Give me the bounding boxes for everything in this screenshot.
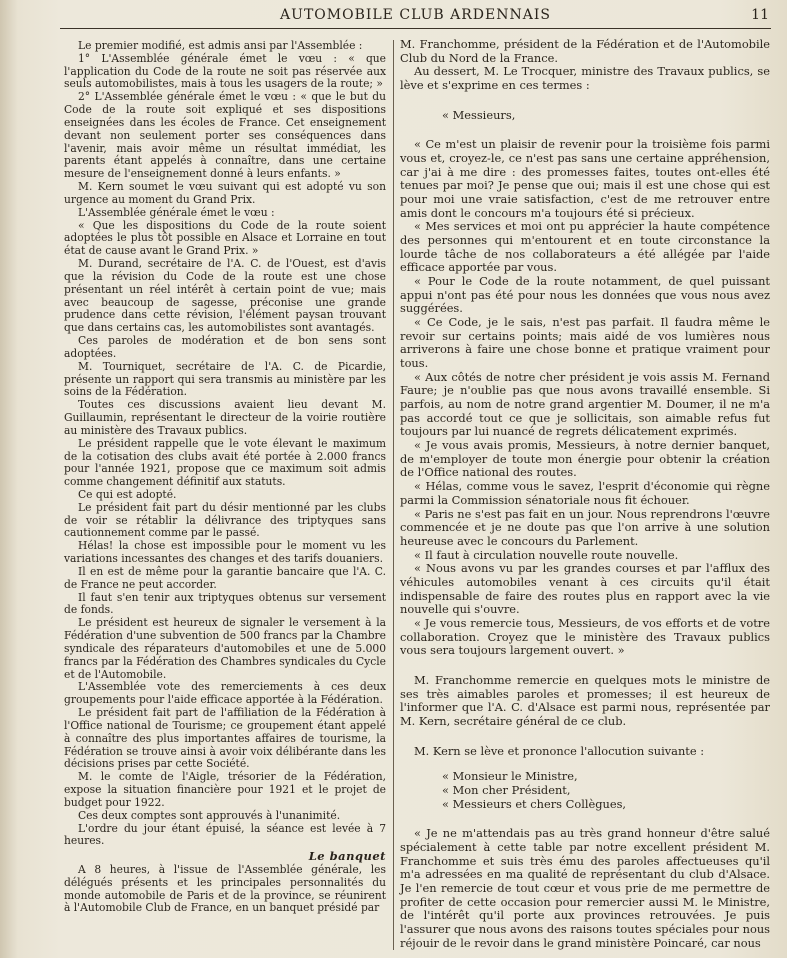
paragraph: Le président rappelle que le vote élevant le maximum de la cotisation des clubs avait été portée à 2.000 francs pour l'année 1921, propose que ce maximum soit admis comme changement définitif aux statuts. [64, 436, 386, 489]
right-column [400, 38, 770, 950]
salutation: « Mon cher Président, [442, 782, 571, 797]
salutation: « Messieurs et chers Collègues, [442, 796, 627, 811]
speech-paragraph: « Je vous avais promis, Messieurs, à notre dernier banquet, de m'employer de toute mon énergie pour obtenir la création de l'Office national des routes. [400, 438, 770, 480]
paragraph: Il en est de même pour la garantie bancaire que l'A. C. de France ne peut accorder. [64, 564, 386, 591]
left-column [64, 40, 386, 915]
paragraph: L'ordre du jour étant épuisé, la séance est levée à 7 heures. [64, 821, 386, 848]
paragraph: M. Kern soumet le vœu suivant qui est adopté vu son urgence au moment du Grand Prix. [64, 180, 386, 206]
paragraph: Toutes ces discussions avaient lieu devant M. Guillaumin, représentant le directeur de la voirie routière au ministère des Travaux publics. [64, 398, 386, 437]
paragraph: M. Franchomme remercie en quelques mots le ministre de ses très aimables paroles et promesses; il est heureux de l'informer que l'A. C. d'Alsace est parmi nous, représentée par M. Kern, secrétaire général de ce club. [400, 672, 770, 728]
speech-paragraph: « Mes services et moi ont pu apprécier la haute compétence des personnes qui m'entourent et en toute circonstance la lourde tâche de nos collaborateurs a été allégée par l'aide efficace apportée par vous. [400, 219, 770, 275]
paragraph: Au dessert, M. Le Trocquer, ministre des Travaux publics, se lève et s'exprime en ces termes : [400, 64, 770, 93]
paragraph: Le président est heureux de signaler le versement à la Fédération d'une subvention de 500 francs par la Chambre syndicale des réparateurs d'automobiles et une de 5.000 francs par la Fédération des Chambres syndicales du Cycle et de l'Automobile. [64, 616, 386, 681]
paragraph: L'Assemblée vote des remerciements à ces deux groupements pour l'aide efficace apportée à la Fédération. [64, 680, 386, 707]
paragraph: Le premier modifié, est admis ansi par l'Assemblée : [78, 39, 363, 52]
speech-paragraph: « Je vous remercie tous, Messieurs, de vos efforts et de votre collaboration. Croyez que le ministère des Travaux publics vous sera toujours largement ouvert. » [400, 615, 770, 658]
section-heading: Le banquet [308, 849, 386, 864]
paragraph: M. Franchomme, président de la Fédération et de l'Automobile Club du Nord de la France. [400, 37, 770, 65]
speech-paragraph: « Paris ne s'est pas fait en un jour. Nous reprendrons l'œuvre commencée et je ne doute pas que l'on arrive à une solution heureuse avec le concours du Parlement. [400, 506, 770, 548]
paragraph: Il faut s'en tenir aux triptyques obtenus sur versement de fonds. [64, 590, 386, 617]
paragraph: « Que les dispositions du Code de la route soient adoptées le plus tôt possible en Alsace et Lorraine en tout état de cause avant le Grand Prix. » [64, 218, 386, 258]
paragraph: Ce qui est adopté. [78, 487, 177, 501]
paragraph: Ces paroles de modération et de bon sens sont adoptées. [64, 334, 386, 360]
paragraph: 1° L'Assemblée générale émet le vœu : « que l'application du Code de la route ne soit pas réservée aux seuls automobilistes, mais à tous les usagers de la route; » [64, 51, 386, 91]
speech-paragraph: « Il faut à circulation nouvelle route nouvelle. [414, 547, 679, 562]
speech-paragraph: « Ce m'est un plaisir de revenir pour la troisième fois parmi vous et, croyez-le, ce n'est pas sans une certaine appréhension, car j'ai à me dire : des promesses faites, toutes ont-elles été tenues par moi? Je pense que oui; mais il est une chose qui est pour moi une vraie satisfaction, c'est de me retrouver entre amis dont le concours m'a toujours été si précieux. [400, 137, 770, 220]
page-number: 11 [751, 7, 769, 23]
paragraph: Le président fait part du désir mentionné par les clubs de voir se rétablir la délivrance des triptyques sans cautionnement comme par le passé. [64, 500, 386, 540]
speech-paragraph: « Aux côtés de notre cher président je vois assis M. Fernand Faure; je n'oublie pas que nous avons travaillé ensemble. Si parfois, au nom de notre grand argentier M. Doumer, il ne m'a pas accordé tout ce que je sollicitais, son aimable refus fut toujours par lui nuancé de regrets délicatement exprimés. [400, 369, 770, 439]
speech-paragraph: « Ce Code, je le sais, n'est pas parfait. Il faudra même le revoir sur certains points; mais aidé de vos lumières nous arriverons à faire une chose bonne et pratique vraiment pour tous. [400, 315, 770, 371]
paragraph: M. le comte de l'Aigle, trésorier de la Fédération, expose la situation financière pour 1921 et le projet de budget pour 1922. [64, 770, 386, 809]
column-divider [393, 40, 394, 950]
paragraph: L'Assemblée générale émet le vœu : [78, 205, 275, 219]
paragraph: Ces deux comptes sont approuvés à l'unanimité. [78, 808, 341, 822]
speech-paragraph: « Pour le Code de la route notamment, de quel puissant appui n'ont pas été pour nous les données que vous nous avez suggérées. [400, 274, 770, 316]
speech-paragraph: « Hélas, comme vous le savez, l'esprit d'économie qui règne parmi la Commission sénatoriale nous fit échouer. [400, 479, 770, 507]
header-title: AUTOMOBILE CLUB ARDENNAIS [280, 7, 551, 23]
paragraph: A 8 heures, à l'issue de l'Assemblée générale, les délégués présents et les principales personnalités du monde automobile de Paris et de la province, se réunirent à l'Automobile Club de France, en un banquet présidé par [64, 863, 386, 915]
paragraph: Le président fait part de l'affiliation de la Fédération à l'Office national de Tourisme; ce groupement étant appelé à connaître des plus importantes affaires de tourisme, la Fédération se trouve ainsi à avoir voix délibérante dans les décisions prises par cette Société. [64, 706, 386, 771]
running-header [60, 4, 771, 29]
paragraph: M. Durand, secrétaire de l'A. C. de l'Ouest, est d'avis que la révision du Code de la route est une chose présentant un réel intérêt à certain point de vue; mais avec beaucoup de sagesse, préconise une grande prudence dans cette révision, l'élément paysan trouvant que dans certains cas, les automobilistes sont avantagés. [64, 257, 386, 335]
speech-paragraph: « Je ne m'attendais pas au très grand honneur d'être salué spécialement à cette table par notre excellent président M. Franchomme et suis très ému des paroles affectueuses qu'il m'a adressées en ma qualité de représentant du club d'Alsace. Je l'en remercie de tout cœur et vous prie de me permettre de profiter de cette occasion pour remercier aussi M. le Ministre, de l'intérêt qu'il porte aux provinces retrouvées. Je puis l'assurer que nous avons des raisons toutes spéciales pour nous réjouir de le revoir dans le grand ministère Poincaré, car nous [400, 826, 770, 950]
salutation: « Messieurs, [442, 107, 516, 122]
paragraph: M. Kern se lève et prononce l'allocution suivante : [414, 743, 705, 758]
paragraph: M. Tourniquet, secrétaire de l'A. C. de Picardie, présente un rapport qui sera transmis au ministère par les soins de la Fédération. [64, 359, 386, 399]
paragraph: Hélas! la chose est impossible pour le moment vu les variations incessantes des changes et des tarifs douaniers. [64, 539, 386, 566]
paragraph: 2° L'Assemblée générale émet le vœu : « que le but du Code de la route soit expliqué et ses dispositions enseignées dans les écoles de France. Cet enseignement devant non seulement porter ses conséquences dans l'avenir, mais avoir même un résultat immédiat, les parents étant appelés à connaître, dans une certaine mesure de l'enseignement donné à leurs enfants. » [64, 90, 386, 181]
speech-paragraph: « Nous avons vu par les grandes courses et par l'afflux des véhicules automobiles venant à ces circuits qu'il était indispensable de faire des routes plus en rapport avec la vie nouvelle qui s'ouvre. [400, 561, 770, 617]
salutation: « Monsieur le Ministre, [442, 769, 578, 784]
